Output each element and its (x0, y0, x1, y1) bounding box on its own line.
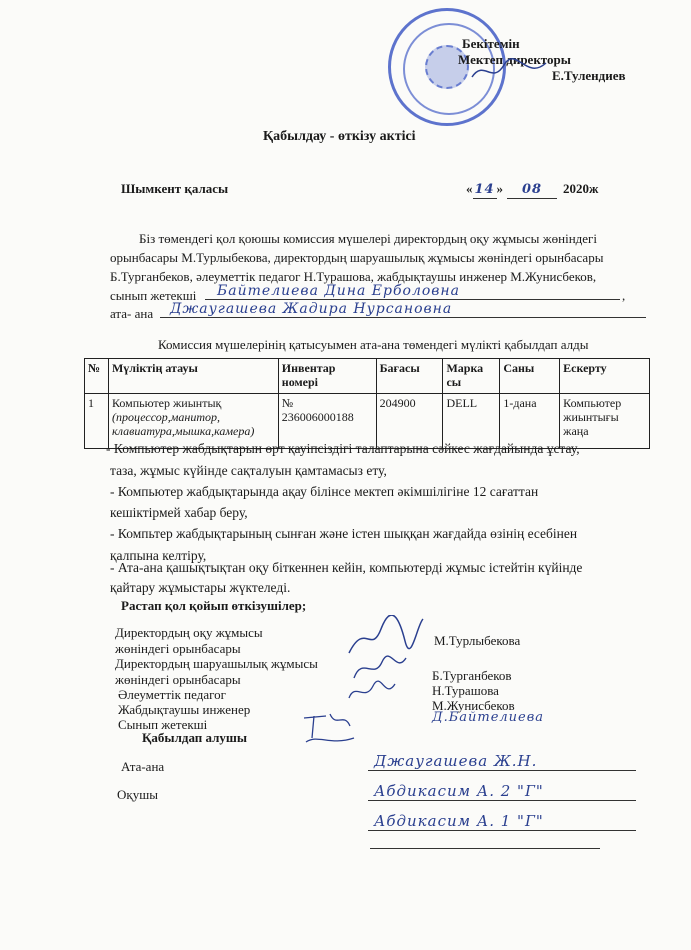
signer-label-1: Директордың оқу жұмысы (115, 625, 263, 640)
cell-number: 1 (85, 394, 109, 449)
property-table (84, 358, 650, 449)
signer-name-1: М.Турлыбекова (434, 633, 521, 648)
signer-name-3: Н.Турашова (432, 683, 499, 698)
date-year: 2020ж (563, 181, 599, 196)
item-name: Компьютер жиынтық (111, 396, 222, 410)
signer-label-6: Жабдықтаушы инженер (118, 702, 251, 717)
parent-label: ата- ана (110, 306, 154, 321)
signer-label-2: жөніндегі орынбасары (115, 641, 241, 656)
item-detail: (процессор,манитор, клавиатура,мышка,камера) (111, 410, 255, 438)
intro-line-1: Біз төмендегі қол қоюшы комиссия мүшелері директордың оқу жұмысы жөніндегі (139, 231, 598, 246)
date-month: 08 (507, 182, 557, 199)
signer-label-7: Сынып жетекші (118, 717, 208, 732)
receiver-parent-name: Джаугашева Ж.Н. (368, 752, 636, 771)
signer-name-4: М.Жунисбеков (432, 698, 515, 713)
signer-label-5: Әлеуметтік педагог (118, 687, 226, 702)
obligation-line-6: қалпына келтіру, (110, 548, 207, 563)
table-header-row (85, 359, 650, 394)
signer-name-2: Б.Турганбеков (432, 668, 512, 683)
signer-label-3: Директордың шаруашылық жұмысы (115, 656, 318, 671)
date (466, 181, 598, 199)
receivers-heading: Қабылдап алушы (142, 730, 248, 745)
intro-line-2: орынбасары М.Турлыбекова, директордың шаруашылық жұмысы жөніндегі орынбасары (110, 250, 604, 265)
signer-label-4: жөніндегі орынбасары (115, 672, 241, 687)
obligation-line-3: - Компьютер жабдықтарында ақау білінсе мектеп әкімшілігіне 12 сағаттан (110, 484, 539, 499)
obligation-line-1: - Компьютер жабдықтарын өрт қауіпсіздігі талаптарына сәйкес жағдайында ұстау, (106, 441, 580, 456)
header-price: Бағасы (376, 359, 443, 394)
receiver-parent-label: Ата-ана (121, 759, 165, 774)
parent-name: Джаугашева Жадира Нурсановна (160, 301, 646, 318)
header-number: № (85, 359, 109, 394)
header-note: Ескерту (560, 359, 650, 394)
obligation-line-2: таза, жұмыс күйінде сақталуын қамтамасыз ету, (110, 463, 387, 478)
cell-brand: DELL (443, 394, 500, 449)
header-quantity: Саны (500, 359, 560, 394)
date-day: 14 (474, 182, 495, 197)
date-close-quote: » (496, 181, 503, 196)
inventory-prefix: № (281, 396, 294, 410)
receiver-student-2: Абдикасим А. 1 "Г" (368, 812, 636, 831)
receiver-student-label: Оқушы (117, 787, 158, 802)
intro-line-3: Б.Турганбеков, әлеуметтік педагог Н.Турашова, жабдықтаушы инженер М.Жунисбеков, (110, 269, 597, 284)
place: Шымкент қаласы (121, 181, 229, 196)
signature-turashova (345, 676, 400, 706)
signature-line (370, 848, 600, 849)
class-teacher-signed-name: Д.Байтелиева (432, 710, 545, 725)
obligation-line-4: кешіктірмей хабар беру, (110, 505, 248, 520)
header-brand: Марка сы (443, 359, 500, 394)
approval-director-name: Е.Тулендиев (552, 68, 626, 83)
obligation-line-8: қайтару жұмыстары жүктеледі. (110, 580, 291, 595)
inventory-number: 236006000188 (281, 410, 354, 424)
approval-title: Бекітемін (462, 36, 520, 51)
signers-heading: Растап қол қойып өткізушілер; (121, 598, 307, 613)
cell-price: 204900 (376, 394, 443, 449)
header-name: Мүліктің атауы (108, 359, 278, 394)
cell-note: Компьютер жиынтығы жаңа (560, 394, 650, 449)
class-teacher-name: Байтелиева Дина Ерболовна (205, 283, 620, 300)
class-teacher-end: , (622, 288, 626, 303)
signature-baitelieva (300, 708, 360, 748)
date-open-quote: « (466, 181, 473, 196)
header-inventory: Инвентар номері (278, 359, 376, 394)
doc-title: Қабылдау - өткізу актісі (263, 129, 416, 144)
director-signature (470, 55, 550, 85)
class-teacher-label: сынып жетекші (110, 288, 197, 303)
table-caption: Комиссия мүшелерінің қатысуымен ата-ана төмендегі мүлікті қабылдап алды (158, 337, 589, 352)
obligation-line-7: - Ата-ана қашықтықтан оқу біткеннен кейін, компьютерді жұмыс істейтін күйінде (110, 560, 583, 575)
cell-quantity: 1-дана (500, 394, 560, 449)
approval-position: Мектеп директоры (458, 52, 571, 67)
obligation-line-5: - Компьтер жабдықтарының сынған және істен шыққан жағдайда өзінің есебінен (110, 526, 578, 541)
receiver-student-1: Абдикасим А. 2 "Г" (368, 782, 636, 801)
